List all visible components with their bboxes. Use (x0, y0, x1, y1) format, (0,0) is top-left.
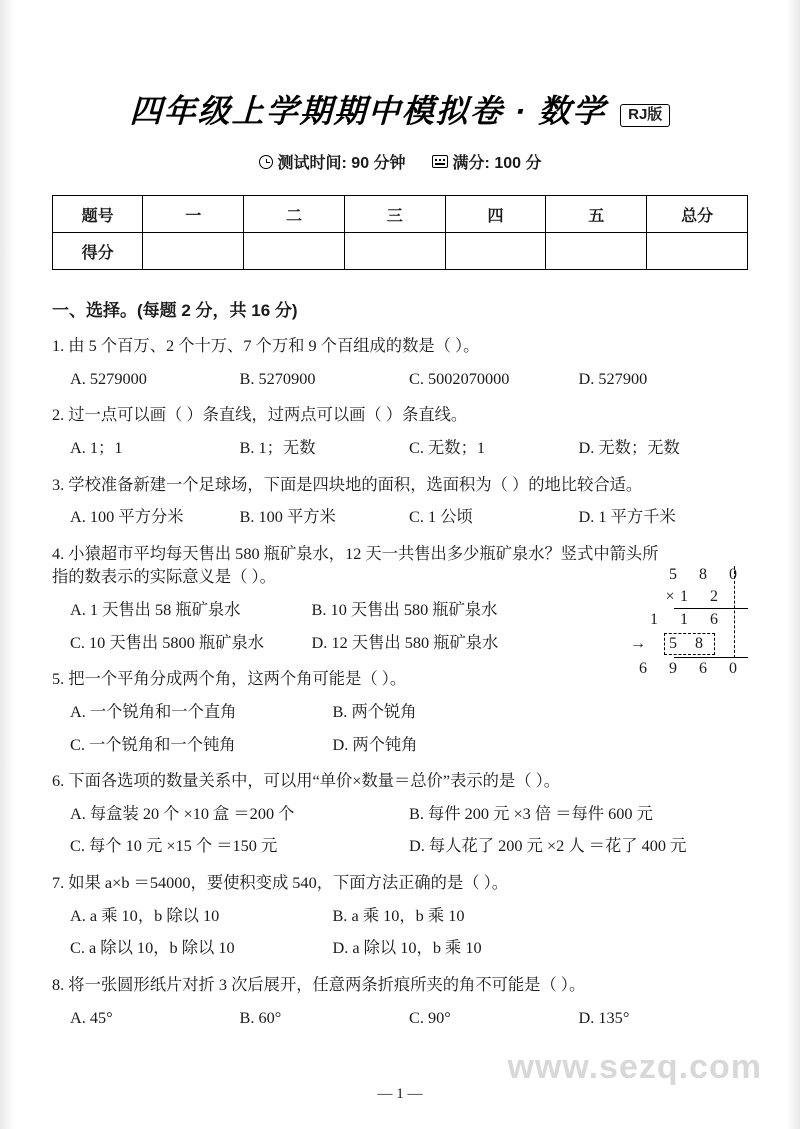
question-1 (52, 334, 748, 390)
question-7-option-d[interactable]: D. a 除以 10，b 乘 10 (332, 938, 482, 958)
question-1-option-b[interactable]: B. 5270900 (239, 368, 316, 388)
question-7-text: 如果 a×b ＝54000，要使积变成 540，下面方法正确的是（ ）。 (68, 873, 509, 892)
question-7-stem (52, 871, 748, 895)
question-6 (52, 769, 748, 858)
question-7 (52, 871, 748, 960)
score-table (52, 195, 748, 270)
question-4-vertical-work (616, 564, 748, 680)
question-8 (52, 973, 748, 1029)
question-5-text: 把一个平角分成两个角，这两个角可能是（ ）。 (68, 669, 407, 689)
question-4-options-row-2 (52, 631, 553, 655)
question-5-options-row-1 (52, 700, 595, 724)
work-product: 6 9 6 0 (639, 659, 746, 677)
page-number: — 1 — (377, 1086, 423, 1102)
question-1-option-c[interactable]: C. 5002070000 (409, 368, 510, 388)
question-4 (52, 542, 748, 677)
question-2-option-c[interactable]: C. 无数；1 (409, 437, 485, 457)
score-table-col-4: 五 (546, 196, 647, 233)
question-3-stem (52, 473, 748, 497)
question-3-text: 学校准备新建一个足球场，下面是四块地的面积，选面积为（ ）的地比较合适。 (68, 474, 643, 494)
question-5-option-b[interactable]: B. 两个锐角 (332, 701, 417, 721)
score-cell-2[interactable] (344, 233, 445, 270)
question-8-option-a[interactable]: A. 45° (70, 1007, 113, 1027)
question-6-number: 6. (52, 771, 65, 791)
work-multiplicand-row (616, 564, 748, 586)
question-1-options (52, 367, 748, 391)
question-8-option-d[interactable]: D. 135° (578, 1007, 630, 1027)
question-6-text: 下面各选项的数量关系中，可以用“单价×数量＝总价”表示的是（ ）。 (68, 771, 561, 791)
question-8-text: 将一张圆形纸片对折 3 次后展开，任意两条折痕所夹的角不可能是（ ）。 (68, 974, 586, 994)
question-7-option-b[interactable]: B. a 乘 10，b 乘 10 (332, 905, 465, 925)
exam-total-score (432, 150, 542, 173)
question-5-option-d[interactable]: D. 两个钝角 (332, 734, 418, 754)
question-1-option-a[interactable]: A. 5279000 (70, 368, 147, 388)
table-row-scores (53, 233, 748, 270)
version-badge: RJ版 (620, 104, 670, 128)
question-8-stem (52, 973, 748, 997)
question-5-number: 5. (52, 669, 65, 689)
question-3-number: 3. (52, 474, 65, 494)
score-icon (432, 155, 448, 168)
score-table-col-0: 一 (143, 196, 244, 233)
score-table-row-label-1: 得分 (53, 233, 143, 270)
question-4-number: 4. (52, 543, 65, 563)
question-8-options (52, 1006, 748, 1030)
question-8-option-c[interactable]: C. 90° (409, 1007, 451, 1027)
work-product-row (616, 658, 748, 680)
question-7-options-row-2 (52, 936, 595, 960)
question-2-option-d[interactable]: D. 无数；无数 (578, 437, 680, 457)
page-title: 四年级上学期期中模拟卷 · 数学 (128, 93, 607, 129)
question-8-option-b[interactable]: B. 60° (239, 1007, 282, 1027)
title-row (52, 86, 748, 132)
question-3 (52, 473, 748, 529)
question-7-option-a[interactable]: A. a 乘 10，b 除以 10 (70, 905, 220, 925)
question-4-stem (52, 542, 664, 589)
work-multiplier: 1 2 (680, 587, 727, 605)
score-table-col-1: 二 (244, 196, 345, 233)
question-3-option-c[interactable]: C. 1 公顷 (409, 507, 473, 527)
question-4-option-a[interactable]: A. 1 天售出 58 瓶矿泉水 (70, 600, 241, 619)
question-6-stem (52, 769, 748, 793)
question-2-options (52, 436, 748, 460)
question-1-text: 由 5 个百万、2 个十万、7 个万和 9 个百组成的数是（ ）。 (68, 336, 480, 355)
work-multiplicand: 5 8 0 (669, 565, 746, 583)
clock-icon (259, 155, 273, 169)
table-row-headers (53, 196, 748, 233)
arrow-icon: → (630, 634, 646, 652)
score-table-col-5: 总分 (647, 196, 748, 233)
score-cell-0[interactable] (143, 233, 244, 270)
question-4-text: 小猿超市平均每天售出 580 瓶矿泉水，12 天一共售出多少瓶矿泉水？竖式中箭头所指的数表示的实际意义是（ ）。 (52, 543, 659, 587)
question-2-option-a[interactable]: A. 1；1 (70, 437, 123, 457)
question-1-stem (52, 334, 748, 358)
exam-duration-label: 测试时间: 90 分钟 (277, 155, 406, 172)
question-4-option-b[interactable]: B. 10 天售出 580 瓶矿泉水 (311, 600, 498, 619)
question-7-option-c[interactable]: C. a 除以 10，b 除以 10 (70, 938, 235, 958)
score-cell-3[interactable] (445, 233, 546, 270)
score-table-col-2: 三 (344, 196, 445, 233)
score-cell-4[interactable] (546, 233, 647, 270)
question-6-option-b[interactable]: B. 每件 200 元 ×3 倍 ＝每件 600 元 (409, 803, 653, 823)
question-2-number: 2. (52, 405, 65, 425)
question-4-options-row-1 (52, 598, 553, 622)
question-8-number: 8. (52, 974, 65, 994)
watermark: www.sezq.com (507, 1048, 762, 1086)
exam-meta (52, 150, 748, 173)
score-cell-5[interactable] (647, 233, 748, 270)
question-6-option-a[interactable]: A. 每盒装 20 个 ×10 盒 ＝200 个 (70, 803, 295, 823)
score-cell-1[interactable] (244, 233, 345, 270)
exam-duration (259, 150, 406, 173)
question-2 (52, 403, 748, 459)
work-partial-1: 1 1 6 (650, 610, 727, 628)
work-multiplier-row (616, 586, 748, 608)
question-2-text: 过一点可以画（ ）条直线，过两点可以画（ ）条直线。 (68, 405, 468, 425)
question-7-number: 7. (52, 873, 65, 892)
question-5-option-c[interactable]: C. 一个锐角和一个钝角 (70, 734, 236, 754)
question-7-options-row-1 (52, 904, 595, 928)
question-6-option-d[interactable]: D. 每人花了 200 元 ×2 人 ＝花了 400 元 (409, 836, 687, 856)
question-4-option-c[interactable]: C. 10 天售出 5800 瓶矿泉水 (70, 632, 265, 652)
work-partial-1-row (616, 609, 748, 631)
question-5-option-a[interactable]: A. 一个锐角和一个直角 (70, 701, 237, 721)
question-3-option-a[interactable]: A. 100 平方分米 (70, 507, 184, 527)
question-4-options (52, 598, 553, 654)
section-heading-choice: 一、选择。(每题 2 分，共 16 分) (52, 301, 298, 320)
score-table-col-3: 四 (445, 196, 546, 233)
question-2-stem (52, 403, 748, 427)
question-6-option-c[interactable]: C. 每个 10 元 ×15 个 ＝150 元 (70, 836, 278, 856)
work-partial-2-row (616, 631, 748, 657)
question-6-options-row-2 (52, 834, 748, 858)
question-1-number: 1. (52, 336, 65, 355)
exam-total-score-label: 满分: 100 分 (452, 155, 542, 172)
question-5-options-row-2 (52, 733, 595, 757)
question-3-option-d[interactable]: D. 1 平方千米 (578, 507, 676, 527)
question-3-options (52, 505, 748, 529)
question-4-option-d[interactable]: D. 12 天售出 580 瓶矿泉水 (311, 632, 499, 652)
question-5-stem (52, 667, 539, 691)
question-1-option-d[interactable]: D. 527900 (578, 368, 648, 388)
question-3-option-b[interactable]: B. 100 平方米 (239, 507, 336, 527)
question-6-options-row-1 (52, 802, 748, 826)
work-partial-2-boxed: 5 8 (664, 633, 715, 655)
score-table-row-label-0: 题号 (53, 196, 143, 233)
question-2-option-b[interactable]: B. 1；无数 (239, 437, 316, 457)
work-operator: × (665, 587, 675, 605)
